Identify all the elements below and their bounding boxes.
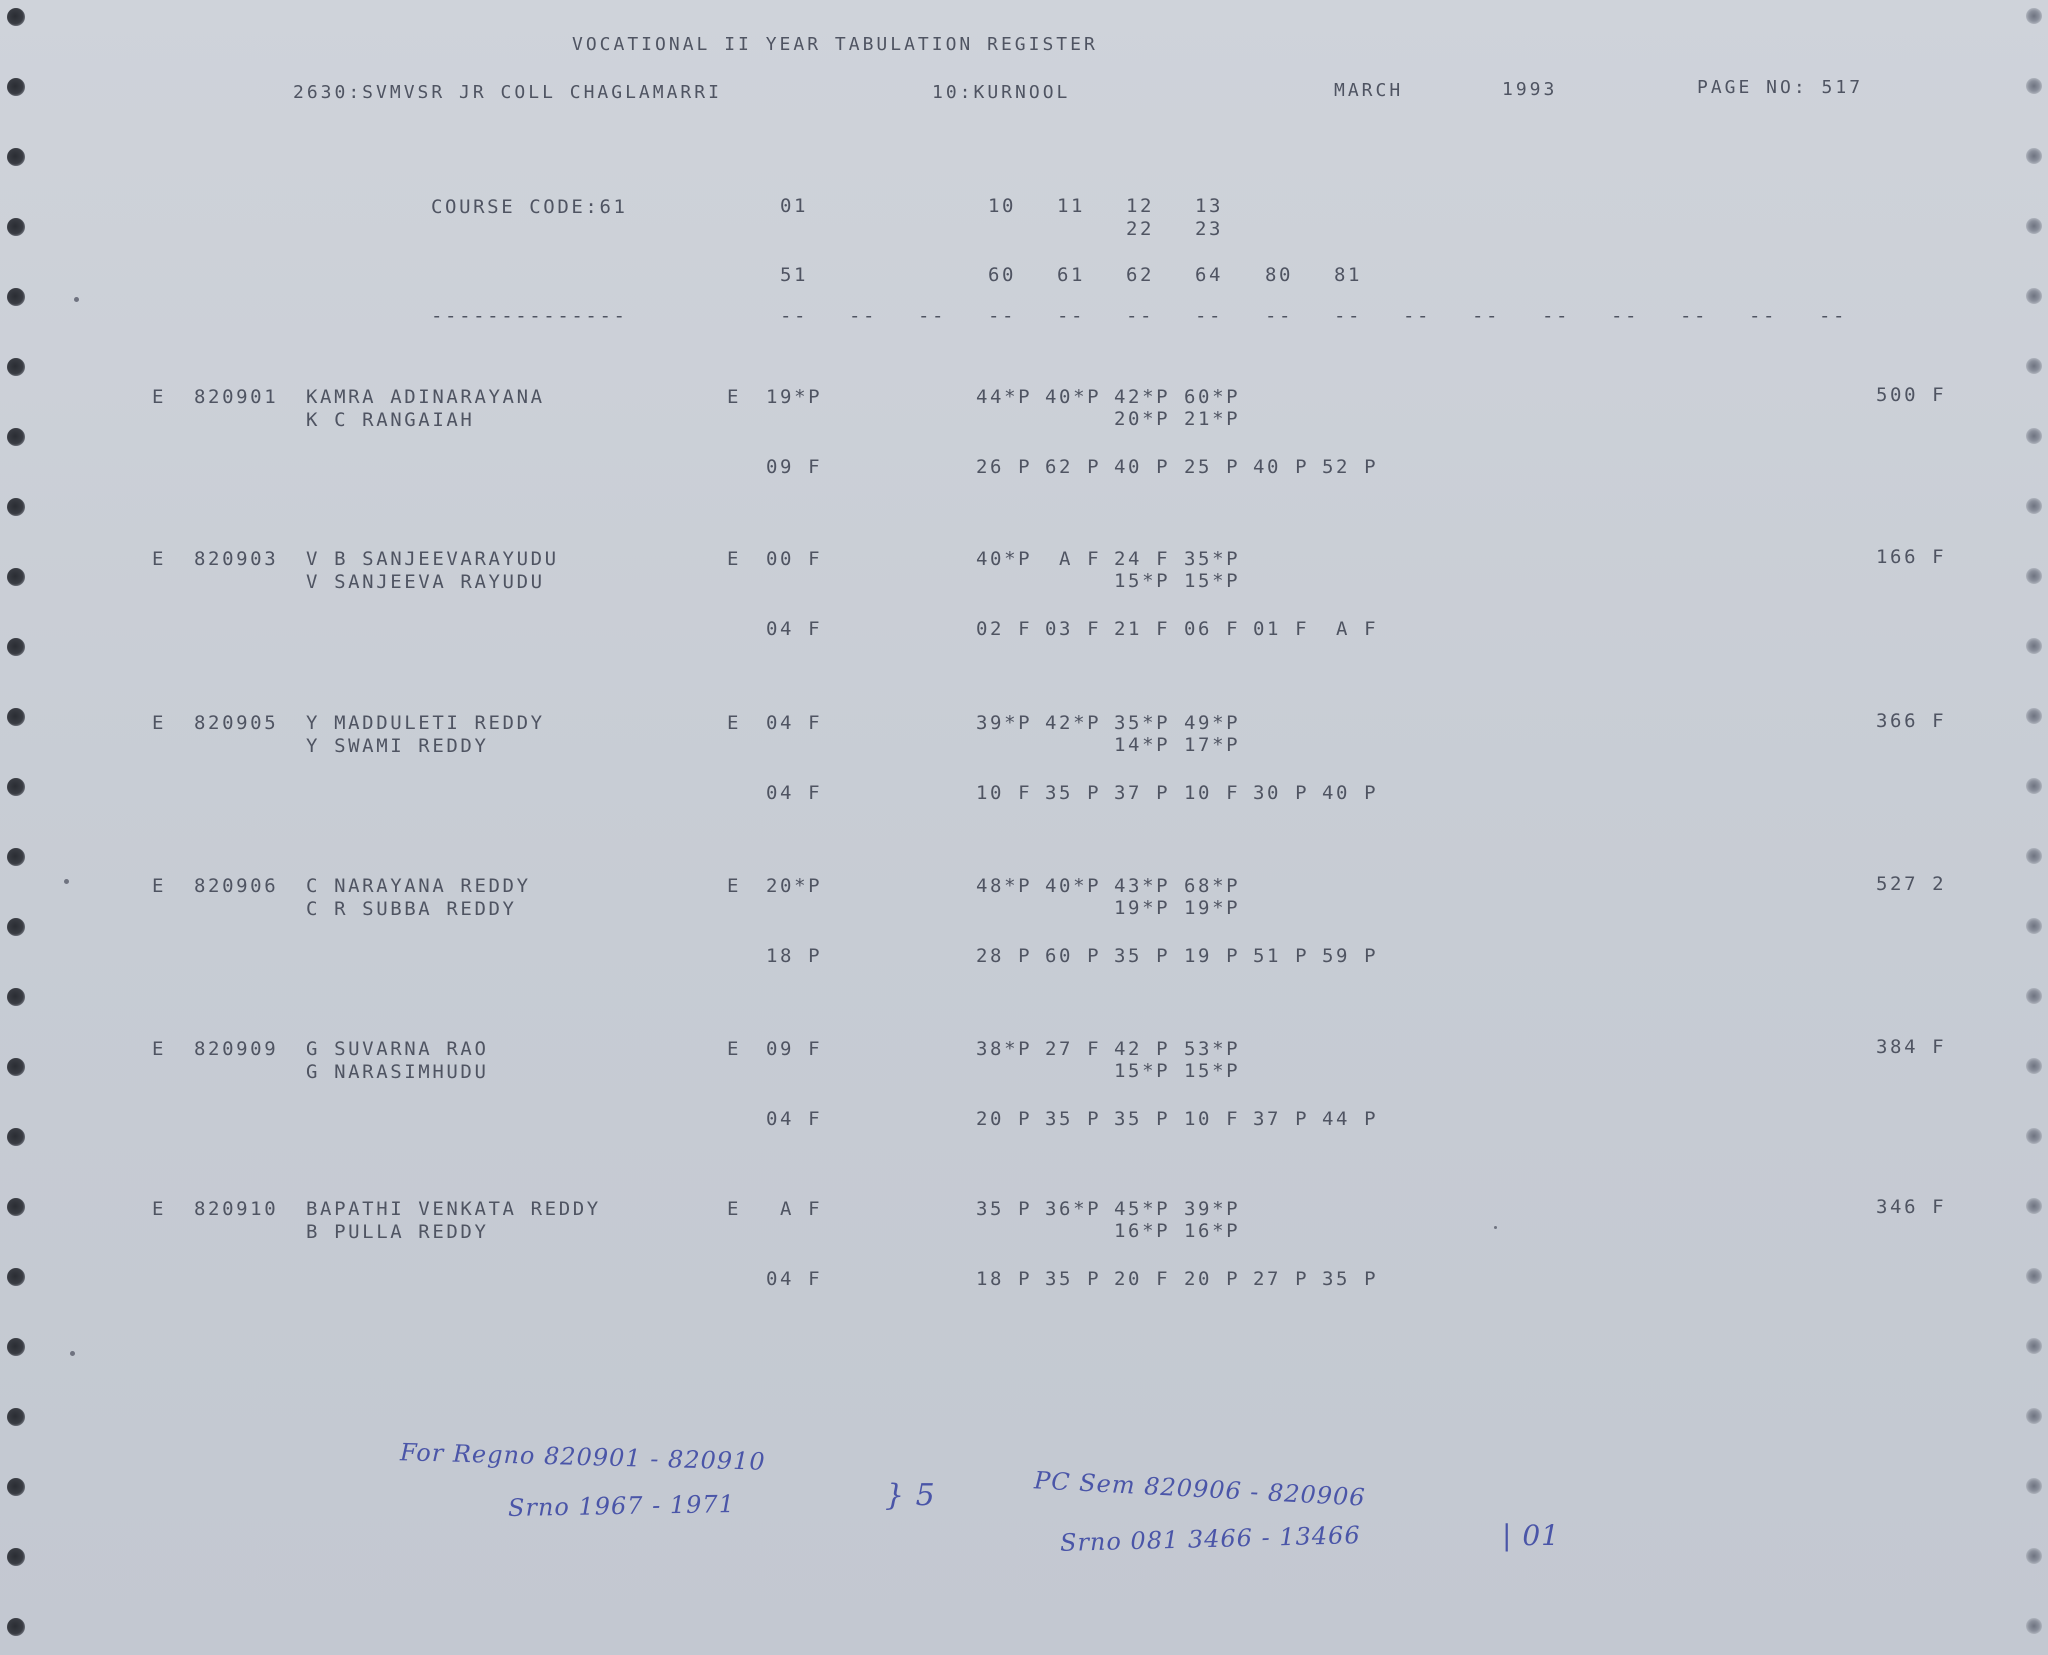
column-dash: -- bbox=[1195, 305, 1224, 327]
subject-mark: 39*P bbox=[1184, 1198, 1241, 1220]
column-dash: -- bbox=[1819, 305, 1848, 327]
candidate-type: E bbox=[152, 875, 167, 897]
subject-code: 61 bbox=[1057, 264, 1086, 286]
medium-code: E bbox=[727, 875, 742, 897]
subject-mark: 04 F bbox=[766, 712, 823, 734]
feed-hole bbox=[7, 848, 25, 866]
register-number: 820901 bbox=[194, 386, 279, 408]
subject-mark: 24 F bbox=[1114, 548, 1171, 570]
candidate-type: E bbox=[152, 712, 167, 734]
feed-hole bbox=[2026, 218, 2042, 234]
handwritten-note: For Regno 820901 - 820910 bbox=[399, 1438, 766, 1476]
feed-hole bbox=[7, 1338, 25, 1356]
feed-hole bbox=[7, 78, 25, 96]
column-dash: -- bbox=[1542, 305, 1571, 327]
column-dash: -- bbox=[1403, 305, 1432, 327]
subject-mark: 10 F bbox=[1184, 782, 1241, 804]
feed-hole bbox=[7, 1268, 25, 1286]
register-number: 820906 bbox=[194, 875, 279, 897]
feed-hole bbox=[7, 1408, 25, 1426]
subject-code: 80 bbox=[1265, 264, 1294, 286]
handwritten-note: | 01 bbox=[1502, 1519, 1560, 1552]
subject-mark: 20 F bbox=[1114, 1268, 1171, 1290]
feed-hole bbox=[7, 568, 25, 586]
subject-mark: 20*P bbox=[1114, 408, 1171, 430]
candidate-type: E bbox=[152, 1038, 167, 1060]
subject-mark: 15*P bbox=[1114, 1060, 1171, 1082]
feed-hole bbox=[7, 1548, 25, 1566]
feed-hole bbox=[7, 1618, 25, 1636]
subject-mark: 10 F bbox=[976, 782, 1033, 804]
subject-mark: 42*P bbox=[1045, 712, 1102, 734]
medium-code: E bbox=[727, 386, 742, 408]
subject-mark: 40 P bbox=[1322, 782, 1379, 804]
subject-mark: 19*P bbox=[1114, 897, 1171, 919]
subject-mark: 30 P bbox=[1253, 782, 1310, 804]
feed-hole bbox=[2026, 1618, 2042, 1634]
medium-code: E bbox=[727, 712, 742, 734]
total-result: 384 F bbox=[1876, 1036, 1947, 1058]
subject-mark: 60 P bbox=[1045, 945, 1102, 967]
subject-mark: 15*P bbox=[1114, 570, 1171, 592]
subject-mark: 35 P bbox=[1045, 782, 1102, 804]
subject-mark: 04 F bbox=[766, 782, 823, 804]
subject-mark: 27 P bbox=[1253, 1268, 1310, 1290]
feed-hole bbox=[7, 1128, 25, 1146]
candidate-type: E bbox=[152, 548, 167, 570]
subject-mark: A F bbox=[766, 1198, 823, 1220]
subject-code: 23 bbox=[1195, 218, 1224, 240]
subject-mark: 27 F bbox=[1045, 1038, 1102, 1060]
column-underline: -------------- bbox=[431, 305, 628, 327]
subject-mark: 26 P bbox=[976, 456, 1033, 478]
subject-code: 81 bbox=[1334, 264, 1363, 286]
subject-mark: 44 P bbox=[1322, 1108, 1379, 1130]
feed-hole bbox=[2026, 1128, 2042, 1144]
subject-code: 12 bbox=[1126, 195, 1155, 217]
candidate-name: Y MADDULETI REDDY bbox=[306, 712, 545, 734]
subject-mark: 20 P bbox=[1184, 1268, 1241, 1290]
feed-hole bbox=[2026, 1548, 2042, 1564]
candidate-name: G SUVARNA RAO bbox=[306, 1038, 489, 1060]
candidate-name: V B SANJEEVARAYUDU bbox=[306, 548, 559, 570]
subject-mark: 53*P bbox=[1184, 1038, 1241, 1060]
handwritten-note: Srno 1967 - 1971 bbox=[507, 1490, 736, 1522]
feed-hole bbox=[7, 218, 25, 236]
total-result: 366 F bbox=[1876, 710, 1947, 732]
column-dash: -- bbox=[1334, 305, 1363, 327]
feed-hole bbox=[7, 708, 25, 726]
subject-mark: 06 F bbox=[1184, 618, 1241, 640]
paper-speck bbox=[1494, 1226, 1497, 1229]
subject-mark: 35*P bbox=[1184, 548, 1241, 570]
feed-hole bbox=[7, 1198, 25, 1216]
register-number: 820903 bbox=[194, 548, 279, 570]
subject-mark: 15*P bbox=[1184, 1060, 1241, 1082]
subject-mark: 39*P bbox=[976, 712, 1033, 734]
subject-code: 13 bbox=[1195, 195, 1224, 217]
candidate-name: KAMRA ADINARAYANA bbox=[306, 386, 545, 408]
subject-mark: 20 P bbox=[976, 1108, 1033, 1130]
subject-mark: 45*P bbox=[1114, 1198, 1171, 1220]
subject-mark: 38*P bbox=[976, 1038, 1033, 1060]
subject-mark: 36*P bbox=[1045, 1198, 1102, 1220]
feed-hole bbox=[7, 358, 25, 376]
feed-hole bbox=[2026, 848, 2042, 864]
subject-mark: 68*P bbox=[1184, 875, 1241, 897]
handwritten-note: } 5 bbox=[885, 1478, 936, 1513]
subject-mark: 03 F bbox=[1045, 618, 1102, 640]
column-dash: -- bbox=[1126, 305, 1155, 327]
subject-mark: 62 P bbox=[1045, 456, 1102, 478]
feed-hole bbox=[2026, 428, 2042, 444]
subject-mark: A F bbox=[1045, 548, 1102, 570]
subject-mark: 21 F bbox=[1114, 618, 1171, 640]
subject-mark: 40*P bbox=[1045, 875, 1102, 897]
subject-mark: 37 P bbox=[1114, 782, 1171, 804]
feed-hole bbox=[7, 148, 25, 166]
paper-speck bbox=[74, 297, 79, 302]
register-title: VOCATIONAL II YEAR TABULATION REGISTER bbox=[572, 34, 1098, 55]
subject-mark: 35 P bbox=[976, 1198, 1033, 1220]
subject-mark: A F bbox=[1322, 618, 1379, 640]
total-result: 346 F bbox=[1876, 1196, 1947, 1218]
feed-hole bbox=[2026, 918, 2042, 934]
feed-hole bbox=[2026, 358, 2042, 374]
paper-speck bbox=[64, 879, 69, 884]
column-dash: -- bbox=[780, 305, 809, 327]
column-dash: -- bbox=[1680, 305, 1709, 327]
feed-hole bbox=[7, 428, 25, 446]
subject-mark: 35 P bbox=[1322, 1268, 1379, 1290]
father-name: C R SUBBA REDDY bbox=[306, 898, 517, 920]
handwritten-note: PC Sem 820906 - 820906 bbox=[1033, 1466, 1367, 1512]
subject-mark: 35 P bbox=[1114, 945, 1171, 967]
subject-code: 60 bbox=[988, 264, 1017, 286]
course-code-label: COURSE CODE:61 bbox=[431, 196, 628, 218]
subject-code: 64 bbox=[1195, 264, 1224, 286]
feed-hole bbox=[2026, 1408, 2042, 1424]
subject-mark: 35 P bbox=[1045, 1108, 1102, 1130]
college-name: 2630:SVMVSR JR COLL CHAGLAMARRI bbox=[293, 82, 722, 103]
subject-mark: 18 P bbox=[976, 1268, 1033, 1290]
feed-hole bbox=[2026, 1058, 2042, 1074]
subject-mark: 19*P bbox=[1184, 897, 1241, 919]
subject-mark: 19*P bbox=[766, 386, 823, 408]
subject-mark: 14*P bbox=[1114, 734, 1171, 756]
subject-mark: 00 F bbox=[766, 548, 823, 570]
feed-hole bbox=[7, 498, 25, 516]
subject-mark: 09 F bbox=[766, 456, 823, 478]
page-number: PAGE NO: 517 bbox=[1697, 77, 1864, 98]
feed-hole bbox=[2026, 988, 2042, 1004]
exam-month: MARCH bbox=[1334, 80, 1404, 101]
subject-mark: 20*P bbox=[766, 875, 823, 897]
subject-mark: 40*P bbox=[1045, 386, 1102, 408]
tractor-holes-left bbox=[0, 0, 40, 1655]
subject-mark: 17*P bbox=[1184, 734, 1241, 756]
father-name: B PULLA REDDY bbox=[306, 1221, 489, 1243]
subject-mark: 19 P bbox=[1184, 945, 1241, 967]
feed-hole bbox=[7, 778, 25, 796]
subject-mark: 40 P bbox=[1114, 456, 1171, 478]
subject-mark: 16*P bbox=[1114, 1220, 1171, 1242]
tractor-holes-right bbox=[2008, 0, 2048, 1655]
feed-hole bbox=[2026, 498, 2042, 514]
feed-hole bbox=[2026, 1268, 2042, 1284]
subject-code: 51 bbox=[780, 264, 809, 286]
subject-mark: 25 P bbox=[1184, 456, 1241, 478]
subject-mark: 40 P bbox=[1253, 456, 1310, 478]
feed-hole bbox=[2026, 288, 2042, 304]
subject-mark: 01 F bbox=[1253, 618, 1310, 640]
father-name: G NARASIMHUDU bbox=[306, 1061, 489, 1083]
subject-mark: 43*P bbox=[1114, 875, 1171, 897]
column-dash: -- bbox=[988, 305, 1017, 327]
medium-code: E bbox=[727, 548, 742, 570]
feed-hole bbox=[2026, 1478, 2042, 1494]
feed-hole bbox=[7, 288, 25, 306]
subject-mark: 49*P bbox=[1184, 712, 1241, 734]
column-dash: -- bbox=[1265, 305, 1294, 327]
feed-hole bbox=[7, 1478, 25, 1496]
subject-mark: 60*P bbox=[1184, 386, 1241, 408]
subject-mark: 15*P bbox=[1184, 570, 1241, 592]
feed-hole bbox=[7, 988, 25, 1006]
father-name: K C RANGAIAH bbox=[306, 409, 475, 431]
subject-mark: 40*P bbox=[976, 548, 1033, 570]
feed-hole bbox=[2026, 1338, 2042, 1354]
candidate-name: BAPATHI VENKATA REDDY bbox=[306, 1198, 601, 1220]
column-dash: -- bbox=[1472, 305, 1501, 327]
subject-code: 01 bbox=[780, 195, 809, 217]
subject-code: 11 bbox=[1057, 195, 1086, 217]
subject-mark: 52 P bbox=[1322, 456, 1379, 478]
feed-hole bbox=[2026, 78, 2042, 94]
column-dash: -- bbox=[849, 305, 878, 327]
feed-hole bbox=[2026, 8, 2042, 24]
subject-mark: 04 F bbox=[766, 1268, 823, 1290]
feed-hole bbox=[7, 638, 25, 656]
column-dash: -- bbox=[918, 305, 947, 327]
feed-hole bbox=[7, 918, 25, 936]
exam-year: 1993 bbox=[1502, 79, 1558, 100]
subject-mark: 10 F bbox=[1184, 1108, 1241, 1130]
subject-mark: 18 P bbox=[766, 945, 823, 967]
paper-speck bbox=[70, 1351, 75, 1356]
register-number: 820905 bbox=[194, 712, 279, 734]
subject-mark: 37 P bbox=[1253, 1108, 1310, 1130]
subject-code: 22 bbox=[1126, 218, 1155, 240]
feed-hole bbox=[7, 8, 25, 26]
total-result: 166 F bbox=[1876, 546, 1947, 568]
register-number: 820909 bbox=[194, 1038, 279, 1060]
feed-hole bbox=[2026, 778, 2042, 794]
subject-mark: 35 P bbox=[1114, 1108, 1171, 1130]
candidate-name: C NARAYANA REDDY bbox=[306, 875, 531, 897]
subject-code: 62 bbox=[1126, 264, 1155, 286]
feed-hole bbox=[2026, 1198, 2042, 1214]
feed-hole bbox=[2026, 708, 2042, 724]
subject-mark: 42*P bbox=[1114, 386, 1171, 408]
feed-hole bbox=[2026, 568, 2042, 584]
subject-mark: 02 F bbox=[976, 618, 1033, 640]
subject-mark: 04 F bbox=[766, 1108, 823, 1130]
subject-mark: 28 P bbox=[976, 945, 1033, 967]
subject-mark: 42 P bbox=[1114, 1038, 1171, 1060]
subject-mark: 48*P bbox=[976, 875, 1033, 897]
father-name: V SANJEEVA RAYUDU bbox=[306, 571, 545, 593]
subject-code: 10 bbox=[988, 195, 1017, 217]
feed-hole bbox=[2026, 638, 2042, 654]
subject-mark: 04 F bbox=[766, 618, 823, 640]
subject-mark: 35*P bbox=[1114, 712, 1171, 734]
column-dash: -- bbox=[1749, 305, 1778, 327]
register-number: 820910 bbox=[194, 1198, 279, 1220]
father-name: Y SWAMI REDDY bbox=[306, 735, 489, 757]
handwritten-note: Srno 081 3466 - 13466 bbox=[1059, 1521, 1362, 1557]
subject-mark: 35 P bbox=[1045, 1268, 1102, 1290]
column-dash: -- bbox=[1611, 305, 1640, 327]
medium-code: E bbox=[727, 1198, 742, 1220]
feed-hole bbox=[7, 1058, 25, 1076]
total-result: 527 2 bbox=[1876, 873, 1947, 895]
subject-mark: 44*P bbox=[976, 386, 1033, 408]
subject-mark: 21*P bbox=[1184, 408, 1241, 430]
subject-mark: 09 F bbox=[766, 1038, 823, 1060]
subject-mark: 59 P bbox=[1322, 945, 1379, 967]
subject-mark: 51 P bbox=[1253, 945, 1310, 967]
total-result: 500 F bbox=[1876, 384, 1947, 406]
medium-code: E bbox=[727, 1038, 742, 1060]
candidate-type: E bbox=[152, 1198, 167, 1220]
candidate-type: E bbox=[152, 386, 167, 408]
column-dash: -- bbox=[1057, 305, 1086, 327]
subject-mark: 16*P bbox=[1184, 1220, 1241, 1242]
feed-hole bbox=[2026, 148, 2042, 164]
district-name: 10:KURNOOL bbox=[932, 82, 1071, 103]
